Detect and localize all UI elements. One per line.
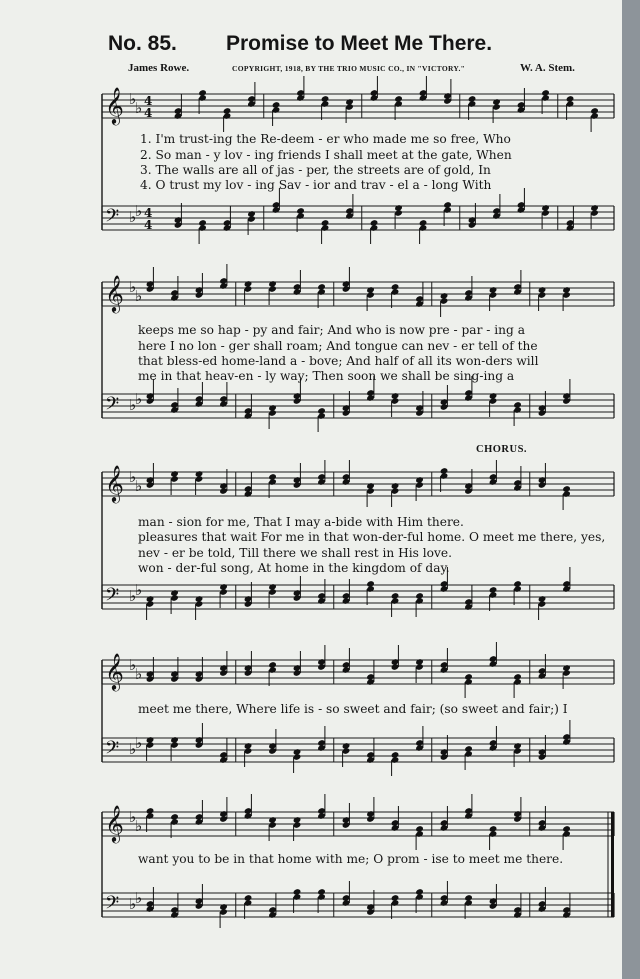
key-signature-flat: ♭ <box>129 278 137 296</box>
note-head <box>391 392 400 400</box>
note-head <box>317 283 326 291</box>
note-head <box>219 903 228 911</box>
note-head <box>366 286 375 294</box>
note-head <box>513 401 522 409</box>
note-head <box>268 404 277 412</box>
note-head <box>317 407 326 415</box>
key-signature-flat: ♭ <box>129 740 137 758</box>
key-signature-flat: ♭ <box>135 477 143 495</box>
note-head <box>513 673 522 681</box>
note-head <box>440 292 449 300</box>
lyric-line: meet me there, Where life is - so sweet and fair; (so sweet and fair;) I <box>138 702 568 716</box>
note-head <box>415 658 424 666</box>
note-head <box>268 583 277 591</box>
lyric-line: won - der-ful song, At home in the kingdom of day. <box>138 561 450 575</box>
note-head <box>489 586 498 594</box>
note-head <box>513 742 522 750</box>
lyric-line: 4. O trust my lov - ing Sav - ior and trav - el a - long With <box>140 178 492 192</box>
key-signature-flat: ♭ <box>135 202 143 220</box>
copyright-notice: COPYRIGHT, 1918, BY THE TRIO MUSIC CO., IN "VICTORY." <box>232 64 466 73</box>
note-head <box>366 580 375 588</box>
hymn-title: Promise to Meet Me There. <box>226 32 493 55</box>
composer: W. A. Stem. <box>520 62 575 74</box>
note-head <box>464 745 473 753</box>
note-head <box>244 894 253 902</box>
note-head <box>415 476 424 484</box>
key-signature-flat: ♭ <box>135 665 143 683</box>
key-signature-flat: ♭ <box>135 817 143 835</box>
lyric-line: 3. The walls are all of jas - per, the streets are of gold, In <box>140 163 491 177</box>
note-head <box>170 813 179 821</box>
bass-clef: 𝄢 <box>105 738 120 763</box>
note-head <box>538 286 547 294</box>
note-head <box>321 219 330 227</box>
note-head <box>391 592 400 600</box>
chorus-label: CHORUS. <box>476 444 528 455</box>
bass-clef: 𝄢 <box>105 394 120 419</box>
note-head <box>394 95 403 103</box>
treble-clef: 𝄞 <box>105 464 124 502</box>
key-signature-flat: ♭ <box>135 99 143 117</box>
key-signature-flat: ♭ <box>129 468 137 486</box>
note-head <box>345 98 354 106</box>
note-head <box>391 482 400 490</box>
note-head <box>293 816 302 824</box>
note-head <box>489 825 498 833</box>
bass-clef: 𝄢 <box>105 893 120 918</box>
note-head <box>170 736 179 744</box>
note-head <box>562 825 571 833</box>
note-head <box>317 888 326 896</box>
note-head <box>566 95 575 103</box>
note-head <box>268 280 277 288</box>
lyric-line: man - sion for me, That I may a-bide with Him there. <box>138 515 464 529</box>
note-head <box>366 482 375 490</box>
note-head <box>293 888 302 896</box>
note-head <box>370 219 379 227</box>
key-signature-flat: ♭ <box>129 208 137 226</box>
lyric-line: here I no lon - ger shall roam; And tongue can nev - er tell of the <box>138 339 538 353</box>
note-head <box>419 219 428 227</box>
note-head <box>247 210 256 218</box>
note-head <box>268 661 277 669</box>
bass-clef: 𝄢 <box>105 585 120 610</box>
note-head <box>198 89 207 97</box>
note-head <box>272 101 281 109</box>
key-signature-flat: ♭ <box>135 581 143 599</box>
note-head <box>440 467 449 475</box>
time-signature-top: 4 <box>144 94 153 108</box>
key-signature-flat: ♭ <box>135 889 143 907</box>
note-head <box>198 219 207 227</box>
key-signature-flat: ♭ <box>129 808 137 826</box>
note-head <box>464 673 473 681</box>
lyric-line: 2. So man - y lov - ing friends I shall meet at the gate, When <box>140 148 512 162</box>
note-head <box>415 825 424 833</box>
lyricist: James Rowe. <box>128 62 190 74</box>
note-head <box>468 95 477 103</box>
note-head <box>268 816 277 824</box>
key-signature-flat: ♭ <box>129 895 137 913</box>
note-head <box>293 748 302 756</box>
key-signature-flat: ♭ <box>129 90 137 108</box>
key-signature-flat: ♭ <box>135 287 143 305</box>
lyric-line: that bless-ed home-land a - bove; And half of all its won-ders will <box>138 354 539 368</box>
note-head <box>415 592 424 600</box>
note-head <box>590 107 599 115</box>
note-head <box>562 485 571 493</box>
note-head <box>492 98 501 106</box>
key-signature-flat: ♭ <box>129 587 137 605</box>
bass-clef: 𝄢 <box>105 206 120 231</box>
treble-clef: 𝄞 <box>105 804 124 842</box>
note-head <box>590 204 599 212</box>
time-signature-bottom: 4 <box>144 218 153 232</box>
note-head <box>443 201 452 209</box>
note-head <box>464 894 473 902</box>
note-head <box>415 888 424 896</box>
note-head <box>170 589 179 597</box>
note-head <box>391 894 400 902</box>
note-head <box>394 204 403 212</box>
key-signature-flat: ♭ <box>135 734 143 752</box>
note-head <box>244 742 253 750</box>
note-head <box>268 473 277 481</box>
note-head <box>146 736 155 744</box>
note-head <box>223 107 232 115</box>
note-head <box>170 470 179 478</box>
note-head <box>391 751 400 759</box>
note-head <box>195 470 204 478</box>
note-head <box>244 280 253 288</box>
lyric-line: keeps me so hap - py and fair; And who is now pre - par - ing a <box>138 323 525 337</box>
note-head <box>219 583 228 591</box>
note-head <box>489 286 498 294</box>
treble-clef: 𝄞 <box>105 652 124 690</box>
note-head <box>538 595 547 603</box>
lyric-line: pleasures that wait For me in that won-der-ful home. O meet me there, yes, <box>138 530 606 544</box>
lyric-line: me in that heav-en - ly way; Then soon we shall be sing-ing a <box>138 369 515 383</box>
lyric-line: 1. I'm trust-ing the Re-deem - er who made me so free, Who <box>140 132 511 146</box>
key-signature-flat: ♭ <box>129 396 137 414</box>
note-head <box>342 742 351 750</box>
note-head <box>195 595 204 603</box>
time-signature-bottom: 4 <box>144 106 153 120</box>
note-head <box>562 664 571 672</box>
note-head <box>541 204 550 212</box>
note-head <box>513 580 522 588</box>
time-signature-top: 4 <box>144 206 153 220</box>
lyric-line: want you to be in that home with me; O prom - ise to meet me there. <box>138 852 564 866</box>
note-head <box>489 392 498 400</box>
key-signature-flat: ♭ <box>135 390 143 408</box>
treble-clef: 𝄞 <box>105 86 124 124</box>
treble-clef: 𝄞 <box>105 274 124 312</box>
note-head <box>321 95 330 103</box>
lyric-line: nev - er be told, Till there we shall rest in His love. <box>138 546 452 560</box>
note-head <box>146 807 155 815</box>
note-head <box>562 286 571 294</box>
note-head <box>541 89 550 97</box>
hymn-number: No. 85. <box>108 32 177 55</box>
note-head <box>296 207 305 215</box>
note-head <box>146 595 155 603</box>
key-signature-flat: ♭ <box>129 656 137 674</box>
note-head <box>391 283 400 291</box>
